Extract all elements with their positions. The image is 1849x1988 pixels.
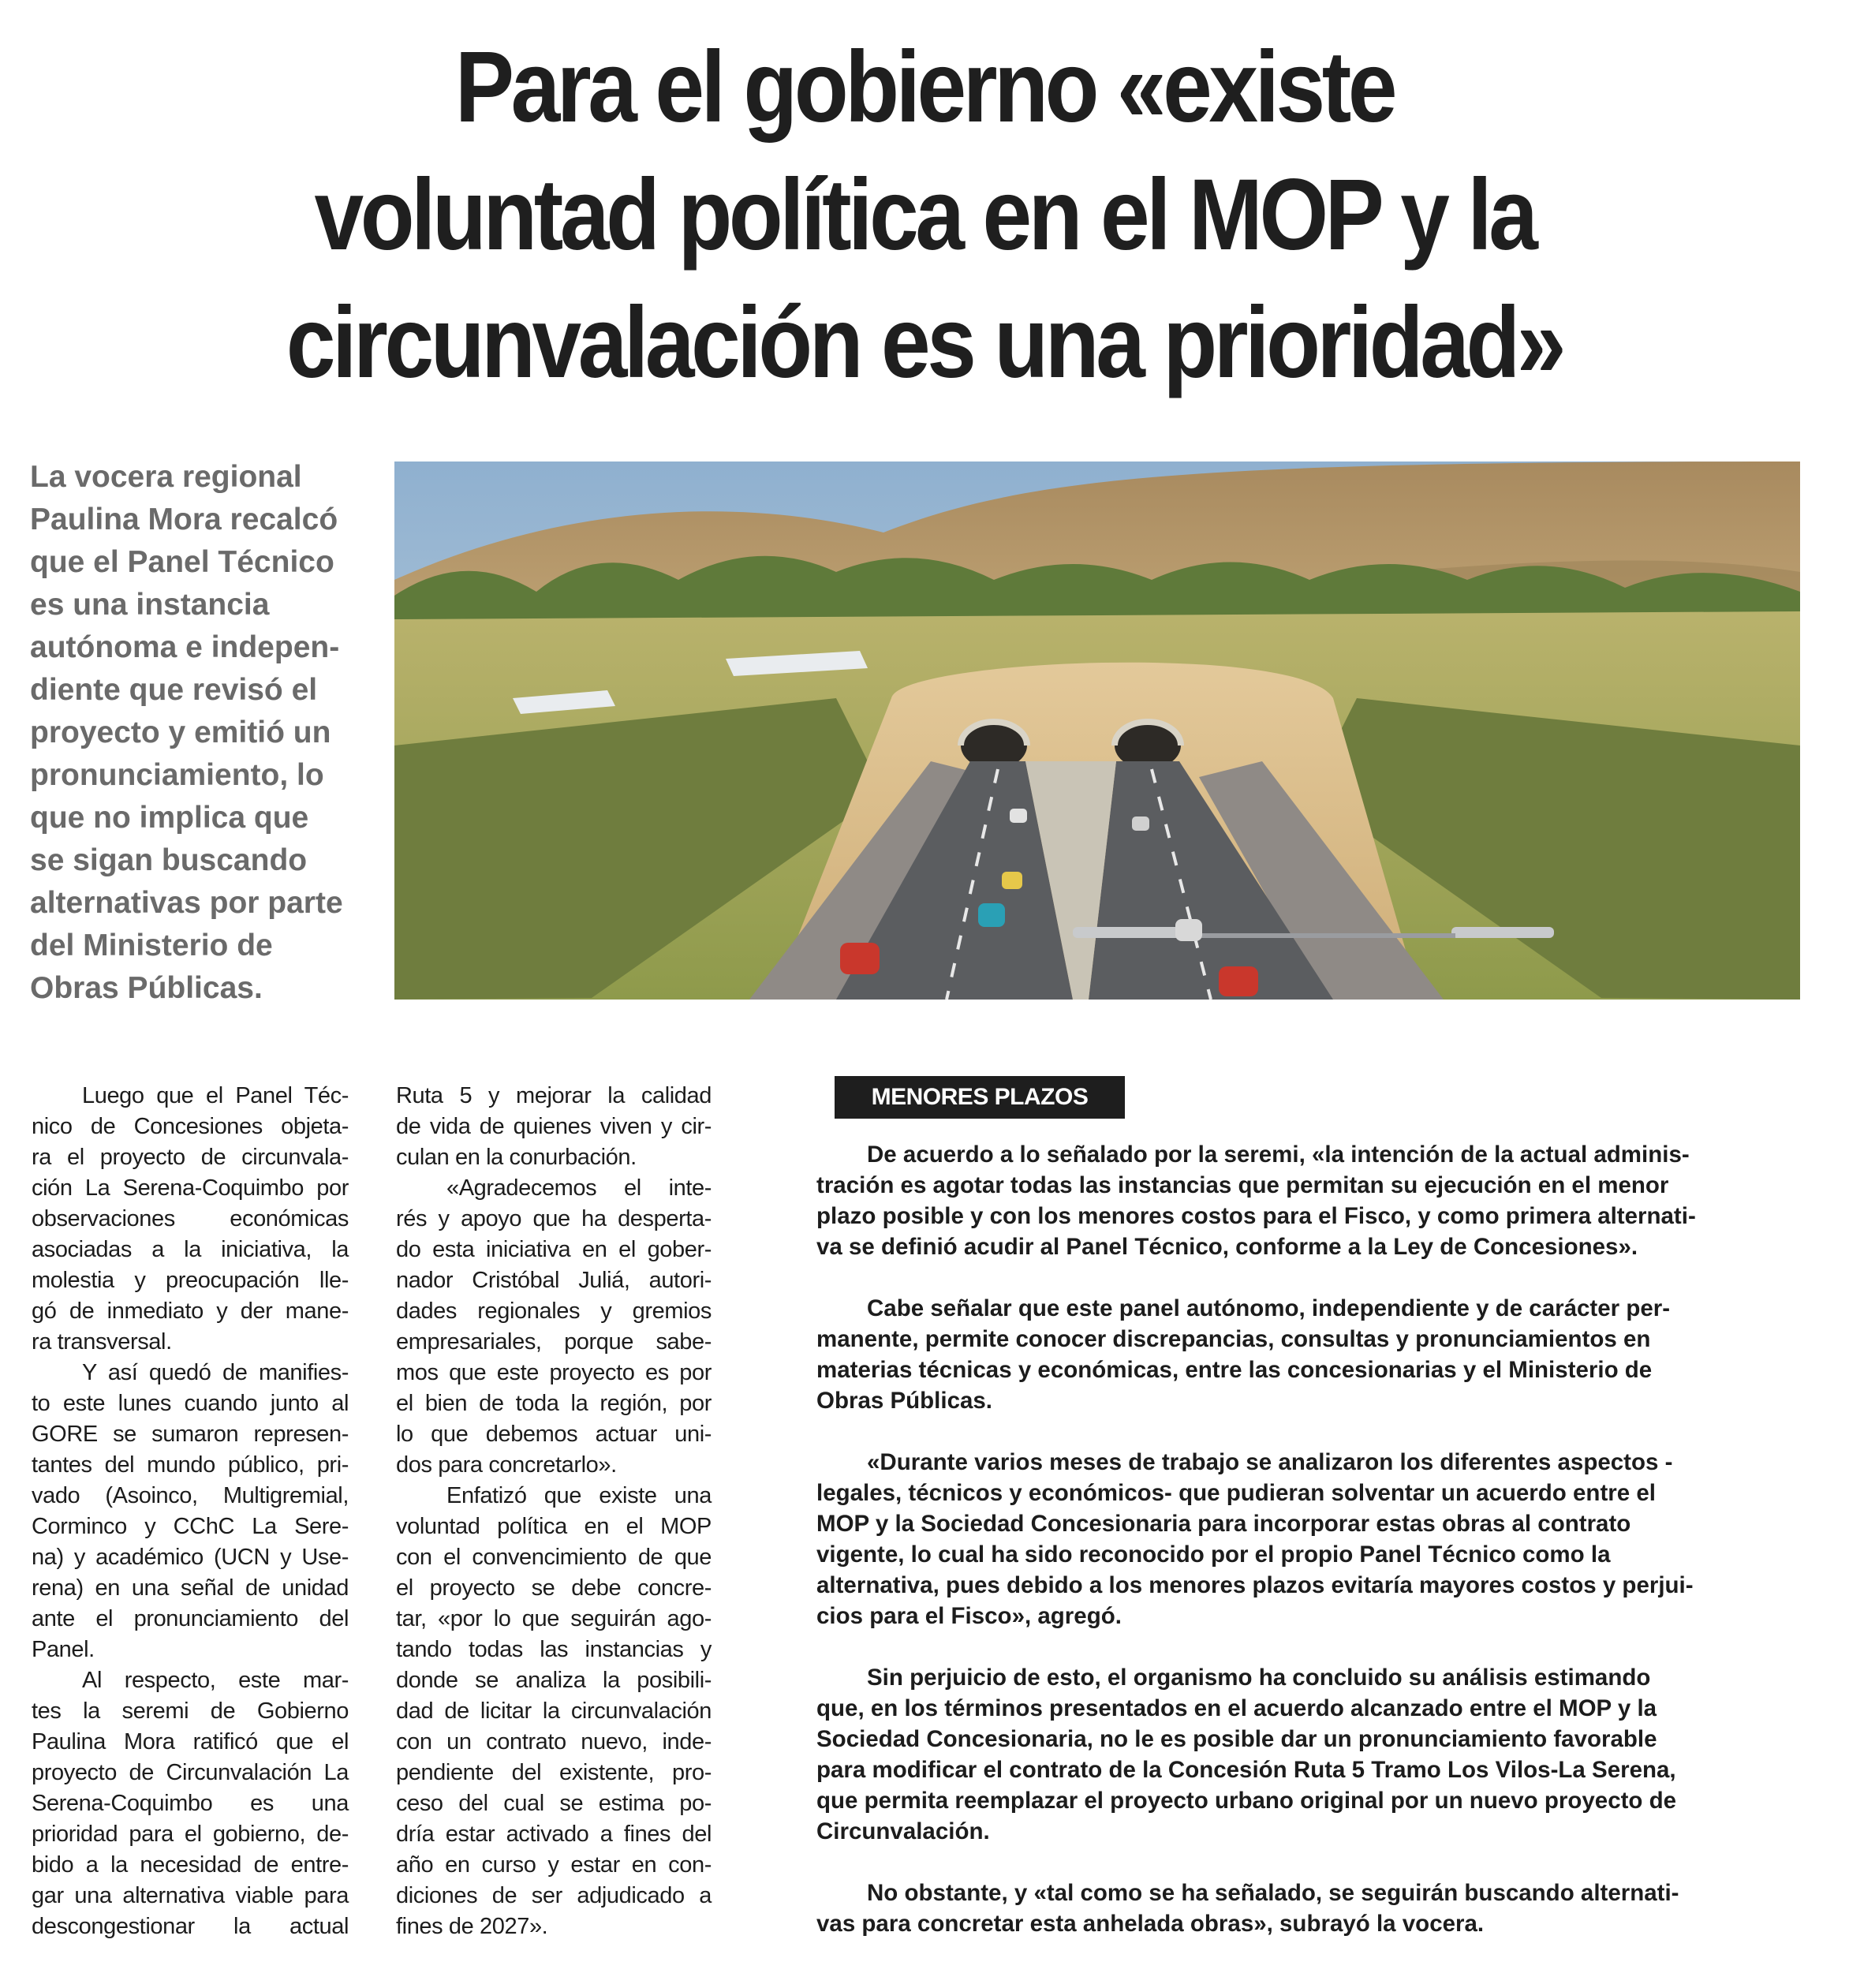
body-line: voluntad política en el MOP [396,1514,712,1539]
body-line: Enfatizó que existe una [446,1483,712,1508]
body-line: dad de licitar la circunvalación [396,1698,712,1724]
body-line: donde se analiza la posibili- [396,1668,712,1693]
body-line: descongestionar la actual [32,1914,349,1939]
body-line: diciones de ser adjudicado a [396,1883,712,1908]
body-line: dades regionales y gremios [396,1299,712,1324]
body-line: el proyecto se debe concre- [396,1575,712,1601]
body-line: Luego que el Panel Téc- [82,1083,349,1108]
section-paragraph [816,1878,1779,1939]
body-line: na) y académico (UCN y Use- [32,1545,349,1570]
body-line: ante el pronunciamiento del [32,1606,349,1631]
body-line: Paulina Mora ratificó que el [32,1729,349,1754]
body-line: ceso del cual se estima po- [396,1791,712,1816]
lead-line: que no implica que [30,801,309,835]
body-line: do esta iniciativa en el gober- [396,1237,712,1262]
body-line: lo que debemos actuar uni- [396,1422,712,1447]
section-paragraph [816,1662,1779,1847]
lead-line: proyecto y emitió un [30,716,331,749]
body-line: con el convencimiento de que [396,1545,712,1570]
body-line: rés y apoyo que ha desperta- [396,1206,712,1231]
lead-line: Obras Públicas. [30,971,263,1005]
lead-line: alternativas por parte [30,886,343,920]
lead-line: que el Panel Técnico [30,545,334,579]
body-line: mos que este proyecto es por [396,1360,712,1385]
body-line: Ruta 5 y mejorar la calidad [396,1083,712,1108]
body-line: to este lunes cuando junto al [32,1391,349,1416]
lead-line: La vocera regional [30,460,302,494]
section-paragraph [816,1139,1779,1262]
body-line: Y así quedó de manifies- [82,1360,349,1385]
headline-line: circunvalación es una prioridad» [286,286,1563,399]
body-line: GORE se sumaron represen- [32,1422,349,1447]
lead-line: es una instancia [30,588,270,622]
body-line: proyecto de Circunvalación La [32,1760,349,1785]
body-line: nador Cristóbal Juliá, autori- [396,1268,712,1293]
body-line: Al respecto, este mar- [82,1668,349,1693]
body-line: empresariales, porque sabe- [396,1329,712,1355]
body-line: «Agradecemos el inte- [446,1175,712,1201]
section-line: cios para el Fisco», agregó. [816,1603,1122,1629]
section-line: plazo posible y con los menores costos para el Fisco, y como primera alternati- [816,1203,1696,1229]
body-line: el bien de toda la región, por [396,1391,712,1416]
section-line: que, en los términos presentados en el acuerdo alcanzado entre el MOP y la [816,1695,1657,1721]
section-paragraph [816,1293,1779,1416]
body-line: gar una alternativa viable para [32,1883,349,1908]
body-line: vado (Asoinco, Multigremial, [32,1483,349,1508]
section-line: Sin perjuicio de esto, el organismo ha concluido su análisis estimando [867,1665,1651,1691]
body-line: culan en la conurbación. [396,1145,637,1170]
body-line: Corminco y CChC La Sere- [32,1514,349,1539]
body-line: dría estar activado a fines del [396,1822,712,1847]
headline-line: voluntad política en el MOP y la [314,159,1535,271]
lead-line: diente que revisó el [30,673,318,707]
section-line: va se definió acudir al Panel Técnico, conforme a la Ley de Concesiones». [816,1234,1638,1260]
section-line: tración es agotar todas las instancias que permitan su ejecución en el menor [816,1172,1669,1198]
body-line: Panel. [32,1637,95,1662]
lead-line: Paulina Mora recalcó [30,503,338,536]
body-line: ra el proyecto de circunvala- [32,1145,349,1170]
section-line: materias técnicas y económicas, entre las concesionarias y el Ministerio de [816,1357,1653,1383]
lead-line: se sigan buscando [30,843,308,877]
highway-tunnel-rendering-image [394,462,1800,1000]
body-line: con un contrato nuevo, inde- [396,1729,712,1754]
body-line: ra transversal. [32,1329,172,1355]
body-line: pendiente del existente, pro- [396,1760,712,1785]
body-line: dos para concretarlo». [396,1452,617,1478]
body-line: rena) en una señal de unidad [32,1575,349,1601]
section-line: Obras Públicas. [816,1388,992,1414]
body-line: bido a la necesidad de entre- [32,1852,349,1878]
section-line: De acuerdo a lo señalado por la seremi, «la intención de la actual adminis- [867,1142,1690,1168]
section-line: que permita reemplazar el proyecto urbano original por un nuevo proyecto de [816,1788,1677,1814]
body-line: tar, «por lo que seguirán ago- [396,1606,712,1631]
section-line: «Durante varios meses de trabajo se analizaron los diferentes aspectos - [867,1449,1673,1475]
body-line: fines de 2027». [396,1914,548,1939]
body-column-2 [396,1081,712,1942]
body-line: asociadas a la iniciativa, la [32,1237,349,1262]
section-line: No obstante, y «tal como se ha señalado, se seguirán buscando alternati- [867,1880,1679,1906]
body-column-1 [32,1081,349,1942]
section-paragraph [816,1447,1779,1631]
lead-paragraph [30,456,361,1010]
body-line: prioridad para el gobierno, de- [32,1822,349,1847]
body-line: gó de inmediato y der mane- [32,1299,349,1324]
section-line: legales, técnicos y económicos- que pudieran solventar un acuerdo entre el [816,1480,1656,1506]
section-line: Cabe señalar que este panel autónomo, independiente y de carácter per- [867,1295,1671,1321]
body-line: tes la seremi de Gobierno [32,1698,349,1724]
body-line: tando todas las instancias y [396,1637,712,1662]
section-line: vas para concretar esta anhelada obras», subrayó la vocera. [816,1911,1485,1937]
body-line: de vida de quienes viven y cir- [396,1114,712,1139]
body-line: tantes del mundo público, pri- [32,1452,349,1478]
body-line: año en curso y estar en con- [396,1852,712,1878]
lead-line: pronunciamiento, lo [30,758,324,792]
section-line: Circunvalación. [816,1818,990,1844]
section-line: MOP y la Sociedad Concesionaria para incorporar estas obras al contrato [816,1511,1631,1537]
body-line: nico de Concesiones objeta- [32,1114,349,1139]
tunnel-illustration [394,462,1800,1000]
section-heading-menores-plazos: MENORES PLAZOS [835,1076,1125,1119]
section-line: para modificar el contrato de la Concesión Ruta 5 Tramo Los Vilos-La Serena, [816,1757,1676,1783]
section-line: Sociedad Concesionaria, no le es posible dar un pronunciamiento favorable [816,1726,1657,1752]
lead-line: del Ministerio de [30,929,273,962]
body-line: observaciones económicas [32,1206,349,1231]
body-line: Serena-Coquimbo es una [32,1791,349,1816]
lead-line: autónoma e indepen- [30,630,340,664]
headline [111,24,1739,407]
section-body [816,1139,1779,1970]
section-line: vigente, lo cual ha sido reconocido por el propio Panel Técnico como la [816,1541,1611,1568]
headline-line: Para el gobierno «existe [454,31,1395,144]
section-line: manente, permite conocer discrepancias, consultas y pronunciamientos en [816,1326,1651,1352]
body-line: molestia y preocupación lle- [32,1268,349,1293]
body-line: ción La Serena-Coquimbo por [32,1175,349,1201]
section-line: alternativa, pues debido a los menores plazos evitaría mayores costos y perjui- [816,1572,1694,1598]
